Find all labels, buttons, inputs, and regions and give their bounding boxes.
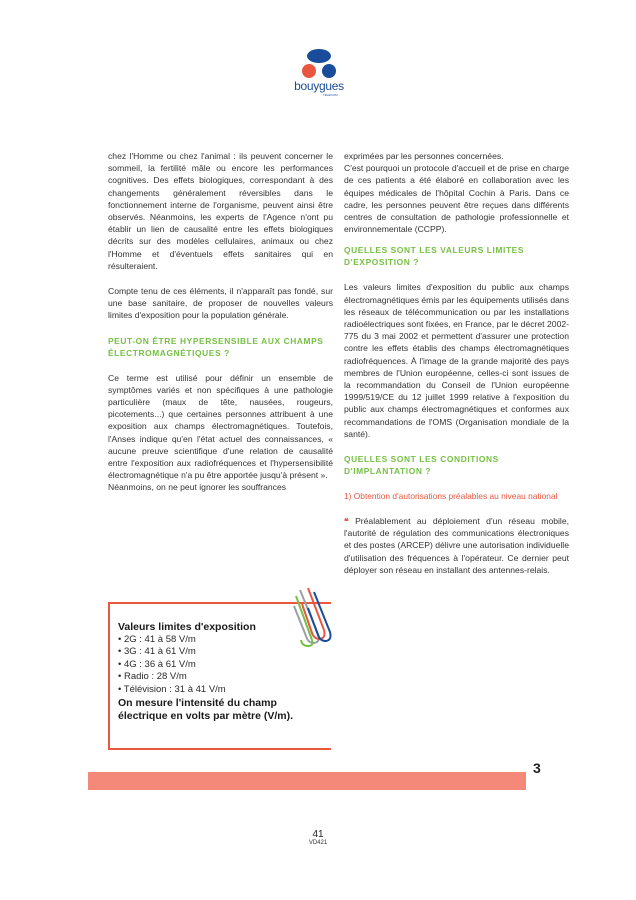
left-paragraph-2: Compte tenu de ces éléments, il n'apparaît pas fondé, sur une base sanitaire, de proposer de nouvelles valeurs limites d'exposition pour la population générale.: [108, 286, 333, 321]
right-paragraph-4-text: Préalablement au déploiement d'un réseau mobile, l'autorité de régulation des communications électroniques et des postes (ARCEP) délivre une autorisation individuelle d'utilisation des fréquences à l'opérateur. Ce dernier peut déployer son réseau en installant des antennes-relais.: [344, 516, 569, 575]
left-paragraph-4: Néanmoins, on ne peut ignorer les souffrances: [108, 482, 287, 493]
left-paragraph-1: chez l'Homme ou chez l'animal : ils peuvent concerner le sommeil, la fertilité mâle ou encore les performances cognitives. Des effets biologiques, correspondant à des changements généralement réversibles dans le fonctionnement interne de l'organisme, peuvent ainsi être observés. Néanmoins, les experts de l'Agence n'ont pu établir un lien de causalité entre les effets biologiques décrits sur des modèles cellulaires, animaux ou chez l'Homme et d'éventuels effets sanitaires qui en résulteraient.: [108, 151, 333, 271]
page-number: 3: [533, 760, 541, 776]
right-paragraph-3: Les valeurs limites d'exposition du public aux champs électromagnétiques émis par les équipements utilisés dans les réseaux de télécommunication ou par les installations radioélectriques sont fixées, en France, par le décret 2002-775 du 3 mai 2002 et permettent d'assurer une protection contre les effets établis des champs électromagnétiques radiofréquences. À l'image de la grande majorité des pays membres de l'Union européenne, celles-ci sont issues de la recommandation du Conseil de l'Union européenne 1999/519/CE du 12 juillet 1999 relative à l'exposition du public aux champs électromagnétiques et conformes aux recommandations de l'OMS (Organisation mondiale de la santé).: [344, 282, 569, 439]
limit-item-4g: • 4G : 36 à 61 V/m: [118, 659, 328, 671]
limit-item-radio: • Radio : 28 V/m: [118, 671, 328, 683]
heading-valeurs-limites: QUELLES SONT LES VALEURS LIMITES D'EXPOSITION ?: [344, 245, 525, 268]
bouygues-logo: [289, 48, 349, 100]
logo-wordmark: bouygues: [294, 79, 344, 93]
right-column: [344, 150, 569, 576]
logo-subtext: TELECOM: [323, 93, 338, 97]
footer-bar: [88, 772, 526, 790]
limit-item-tv: • Télévision : 31 à 41 V/m: [118, 684, 328, 696]
limits-title: Valeurs limites d'exposition: [118, 621, 256, 633]
limits-note: On mesure l'intensité du champ électrique en volts par mètre (V/m).: [118, 697, 294, 723]
paperclip-icon: [290, 586, 336, 648]
heading-conditions-implantation: QUELLES SONT LES CONDITIONS D'IMPLANTATION ?: [344, 454, 499, 477]
subheading-autorisations: 1) Obtention d'autorisations préalables au niveau national: [344, 491, 558, 502]
right-paragraph-2: C'est pourquoi un protocole d'accueil et de prise en charge de ces patients a été élaboré en collaboration avec les équipes médicales de l'hôpital Cochin à Paris. Dans ce cadre, les personnes peuvent être reçues dans différents centres de consultation de pathologie professionnelle et environnementale (CCPP).: [344, 163, 569, 235]
left-column: [108, 150, 333, 494]
footer-page-number: 41: [312, 829, 324, 840]
footer-code: VD421: [308, 840, 328, 846]
limit-item-3g: • 3G : 41 à 61 V/m: [118, 646, 328, 658]
quote-icon: ❝: [344, 516, 349, 527]
right-paragraph-1: exprimées par les personnes concernées.: [344, 151, 504, 161]
heading-hypersensible: PEUT-ON ÊTRE HYPERSENSIBLE AUX CHAMPS ÉLECTROMAGNÉTIQUES ?: [108, 335, 324, 358]
limit-item-2g: • 2G : 41 à 58 V/m: [118, 634, 328, 646]
right-paragraph-4: [344, 515, 569, 576]
bouygues-logo-icon: [300, 48, 338, 82]
left-paragraph-3: Ce terme est utilisé pour définir un ensemble de symptômes variés et non spécifiques à une pathologie particulière (maux de tête, nausées, rougeurs, picotements...) que certaines personnes attribuent à une exposition aux champs électromagnétiques. Toutefois, l'Anses indique qu'en l'état actuel des connaissances, « aucune preuve scientifique d'une relation de causalité entre l'exposition aux radiofréquences et l'hypersensibilité électromagnétique n'a pu être apportée jusqu'à présent ».: [108, 372, 333, 481]
